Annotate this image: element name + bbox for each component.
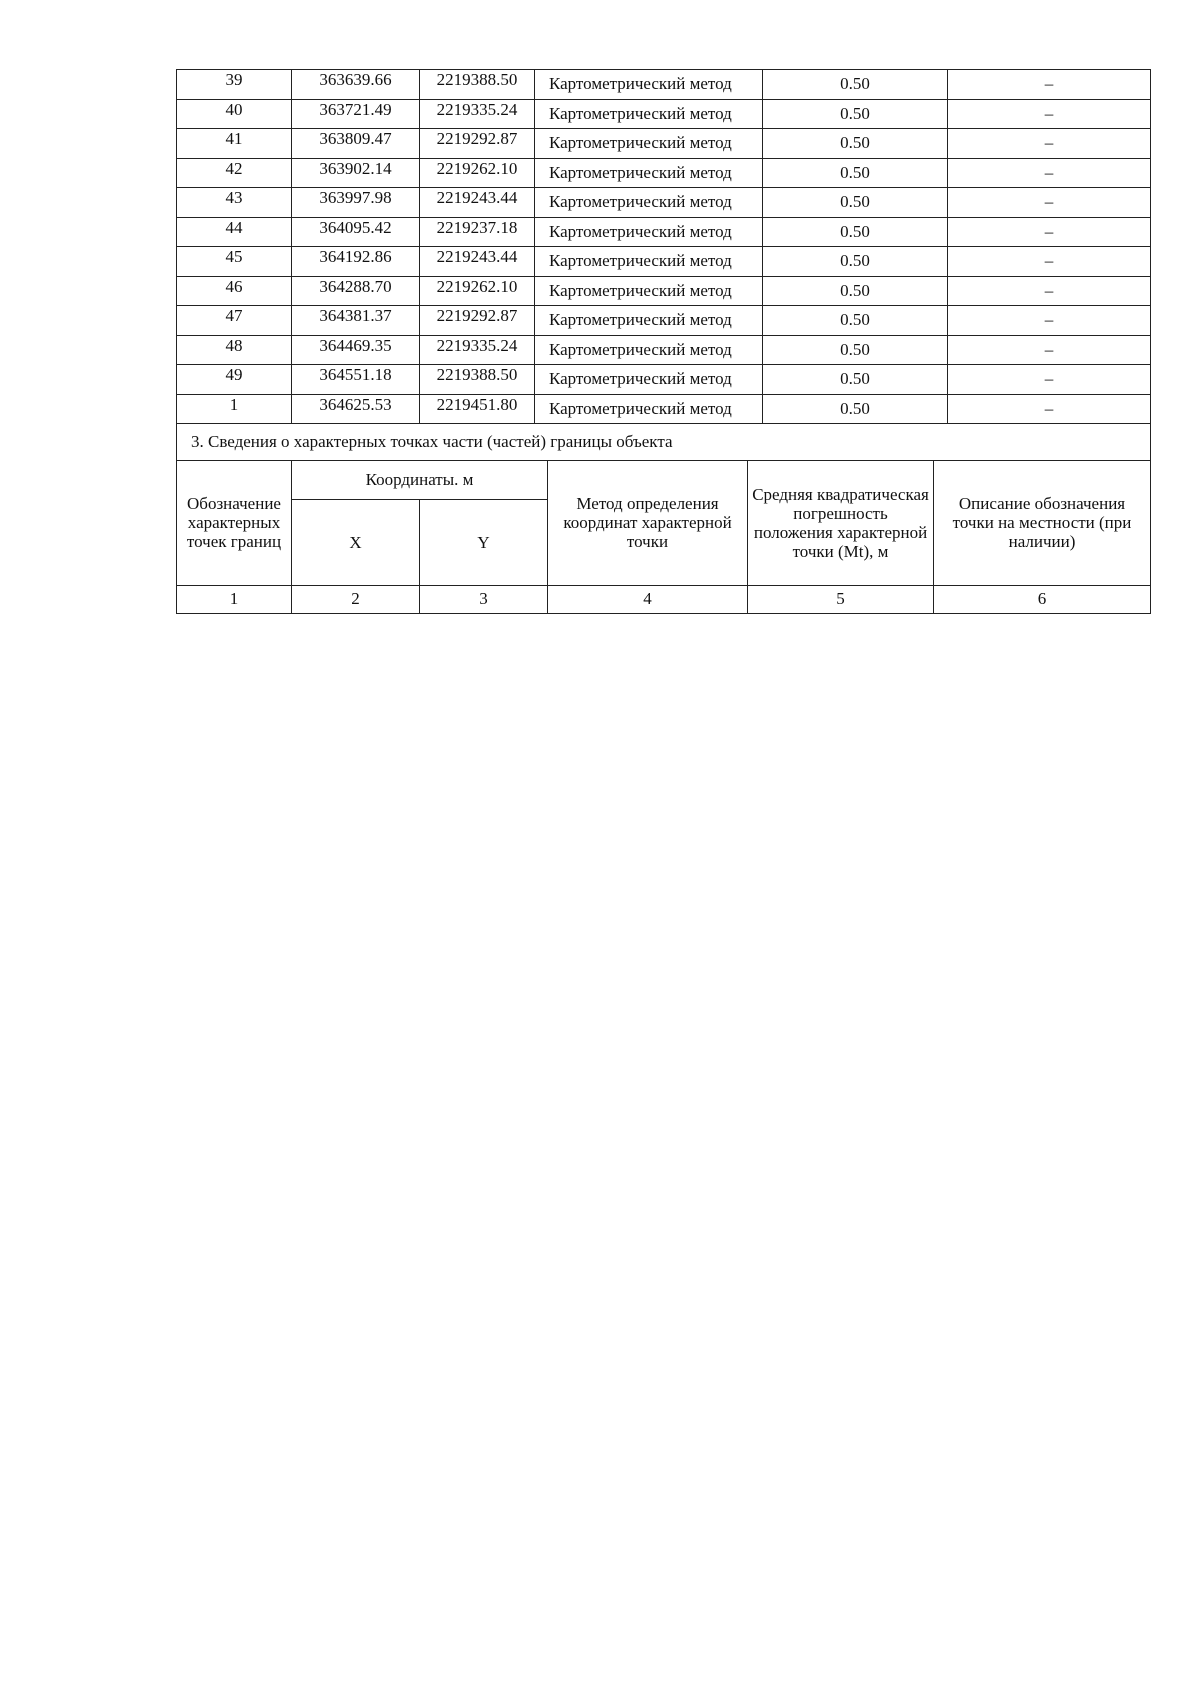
coord-y: 2219243.44 — [420, 188, 535, 218]
mt-value: 0.50 — [763, 365, 948, 395]
point-number: 40 — [177, 99, 292, 129]
point-number: 1 — [177, 394, 292, 424]
coord-x: 363902.14 — [292, 158, 420, 188]
table-row — [177, 99, 1151, 129]
method: Картометрический метод — [535, 247, 763, 277]
table-row — [177, 365, 1151, 395]
coordinates-table — [176, 69, 1151, 461]
coord-y: 2219451.80 — [420, 394, 535, 424]
point-number: 42 — [177, 158, 292, 188]
table-row — [177, 306, 1151, 336]
method: Картометрический метод — [535, 335, 763, 365]
method: Картометрический метод — [535, 276, 763, 306]
header-y: Y — [420, 499, 548, 585]
point-number: 43 — [177, 188, 292, 218]
column-number: 1 — [177, 585, 292, 613]
coord-x: 363721.49 — [292, 99, 420, 129]
method: Картометрический метод — [535, 188, 763, 218]
point-number: 46 — [177, 276, 292, 306]
description: – — [948, 188, 1151, 218]
section-title: 3. Сведения о характерных точках части (частей) границы объекта — [177, 424, 1151, 461]
mt-value: 0.50 — [763, 158, 948, 188]
table-row — [177, 247, 1151, 277]
column-number: 4 — [548, 585, 748, 613]
mt-value: 0.50 — [763, 335, 948, 365]
description: – — [948, 276, 1151, 306]
mt-value: 0.50 — [763, 99, 948, 129]
mt-value: 0.50 — [763, 129, 948, 159]
point-number: 47 — [177, 306, 292, 336]
table-row — [177, 276, 1151, 306]
method: Картометрический метод — [535, 158, 763, 188]
column-number: 5 — [748, 585, 934, 613]
table-row — [177, 188, 1151, 218]
header-method: Метод определения координат характерной точки — [548, 460, 748, 585]
coord-x: 364469.35 — [292, 335, 420, 365]
description: – — [948, 70, 1151, 100]
method: Картометрический метод — [535, 129, 763, 159]
table-row — [177, 217, 1151, 247]
coord-y: 2219335.24 — [420, 335, 535, 365]
method: Картометрический метод — [535, 365, 763, 395]
method: Картометрический метод — [535, 70, 763, 100]
point-number: 41 — [177, 129, 292, 159]
description: – — [948, 394, 1151, 424]
column-number: 6 — [934, 585, 1151, 613]
coord-y: 2219292.87 — [420, 306, 535, 336]
description: – — [948, 99, 1151, 129]
coord-y: 2219335.24 — [420, 99, 535, 129]
header-x: X — [292, 499, 420, 585]
column-number-row — [177, 585, 1151, 613]
table-row — [177, 70, 1151, 100]
header-coordinates: Координаты. м — [292, 460, 548, 499]
coord-x: 363997.98 — [292, 188, 420, 218]
mt-value: 0.50 — [763, 217, 948, 247]
coord-x: 364095.42 — [292, 217, 420, 247]
coord-x: 364192.86 — [292, 247, 420, 277]
table-row — [177, 394, 1151, 424]
method: Картометрический метод — [535, 394, 763, 424]
table-row — [177, 158, 1151, 188]
point-number: 44 — [177, 217, 292, 247]
column-number: 3 — [420, 585, 548, 613]
description: – — [948, 217, 1151, 247]
coord-x: 363639.66 — [292, 70, 420, 100]
table-row — [177, 129, 1151, 159]
coord-x: 364381.37 — [292, 306, 420, 336]
point-number: 39 — [177, 70, 292, 100]
mt-value: 0.50 — [763, 276, 948, 306]
header-mt: Средняя квадратическая погрешность положения характерной точки (Mt), м — [748, 460, 934, 585]
mt-value: 0.50 — [763, 394, 948, 424]
coord-y: 2219237.18 — [420, 217, 535, 247]
mt-value: 0.50 — [763, 306, 948, 336]
coord-y: 2219243.44 — [420, 247, 535, 277]
description: – — [948, 247, 1151, 277]
table-body — [177, 70, 1151, 461]
description: – — [948, 365, 1151, 395]
coord-y: 2219262.10 — [420, 158, 535, 188]
coord-x: 363809.47 — [292, 129, 420, 159]
coord-y: 2219388.50 — [420, 70, 535, 100]
method: Картометрический метод — [535, 99, 763, 129]
coord-x: 364288.70 — [292, 276, 420, 306]
coord-y: 2219292.87 — [420, 129, 535, 159]
description: – — [948, 306, 1151, 336]
coord-x: 364625.53 — [292, 394, 420, 424]
method: Картометрический метод — [535, 306, 763, 336]
point-number: 45 — [177, 247, 292, 277]
description: – — [948, 158, 1151, 188]
mt-value: 0.50 — [763, 247, 948, 277]
table-row — [177, 335, 1151, 365]
mt-value: 0.50 — [763, 70, 948, 100]
method: Картометрический метод — [535, 217, 763, 247]
description: – — [948, 335, 1151, 365]
header-description: Описание обозначения точки на местности (при наличии) — [934, 460, 1151, 585]
coord-x: 364551.18 — [292, 365, 420, 395]
mt-value: 0.50 — [763, 188, 948, 218]
point-number: 49 — [177, 365, 292, 395]
coord-y: 2219262.10 — [420, 276, 535, 306]
section3-header-table — [176, 460, 1151, 614]
header-row — [177, 460, 1151, 499]
section-title-row — [177, 424, 1151, 461]
coord-y: 2219388.50 — [420, 365, 535, 395]
point-number: 48 — [177, 335, 292, 365]
description: – — [948, 129, 1151, 159]
document-page — [176, 69, 1150, 614]
header-point-designation: Обозначение характерных точек границ — [177, 460, 292, 585]
column-number: 2 — [292, 585, 420, 613]
